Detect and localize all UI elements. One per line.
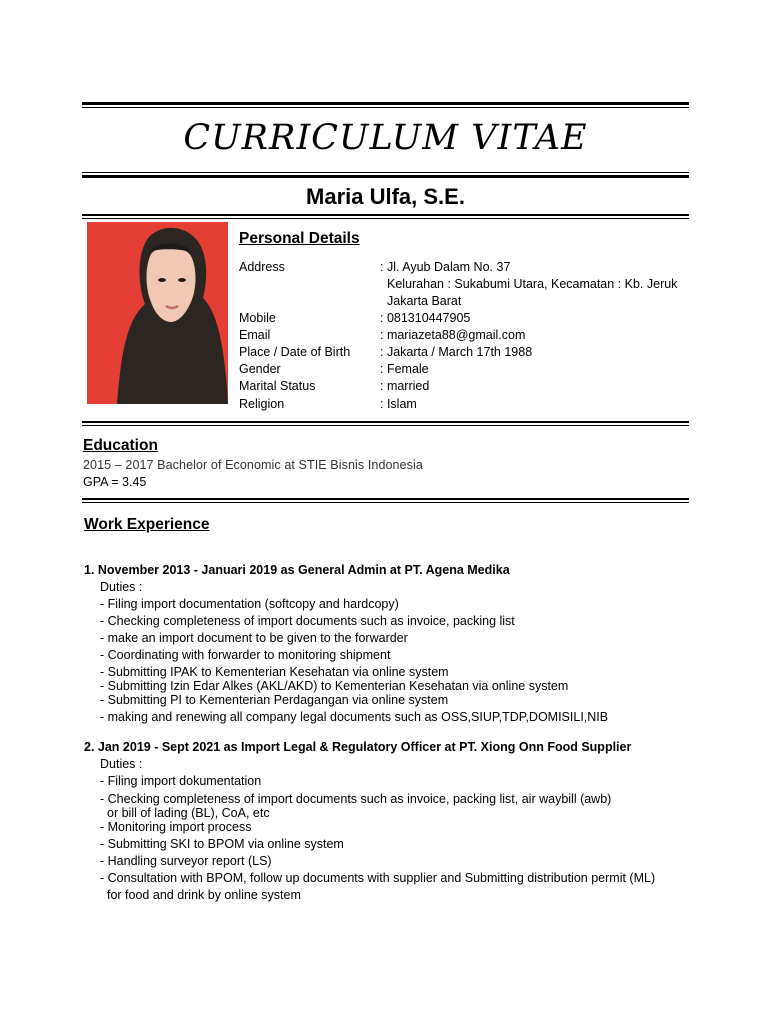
personal-details-heading: Personal Details [239,230,360,247]
education-gpa: GPA = 3.45 [83,475,147,489]
address-line2: Kelurahan : Sukabumi Utara, Kecamatan : Kb. Jeruk [387,277,678,291]
document-title: CURRICULUM VITAE [183,118,588,158]
birth-value: : Jakarta / March 17th 1988 [380,345,533,359]
gender-label: Gender [239,362,281,376]
job-2-title: 2. Jan 2019 - Sept 2021 as Import Legal & Regulatory Officer at PT. Xiong Onn Food Supplier [84,740,632,754]
address-line3: Jakarta Barat [387,294,462,308]
job-1-duty: - Filing import documentation (softcopy and hardcopy) [100,597,399,611]
education-heading: Education [83,437,158,454]
job-2-duty: - Monitoring import process [100,820,252,834]
job-1-duty: - make an import document to be given to the forwarder [100,631,408,645]
job-2-duty: - Consultation with BPOM, follow up documents with supplier and Submitting distribution permit (ML) [100,871,656,885]
job-2-duty-continued: for food and drink by online system [107,888,301,902]
gender-value: : Female [380,362,429,376]
job-2-duties-label: Duties : [100,757,143,771]
religion-value: : Islam [380,397,417,411]
job-1-duty: - Checking completeness of import documents such as invoice, packing list [100,614,515,628]
work-experience-heading: Work Experience [84,516,210,533]
mobile-value: : 081310447905 [380,311,471,325]
job-1-duty: - Submitting PI to Kementerian Perdagangan via online system [100,693,449,707]
education-degree: 2015 – 2017 Bachelor of Economic at STIE Bisnis Indonesia [83,458,423,472]
marital-label: Marital Status [239,379,316,393]
job-2-duty: - Handling surveyor report (LS) [100,854,272,868]
job-1-duty: - making and renewing all company legal documents such as OSS,SIUP,TDP,DOMISILI,NIB [100,710,609,724]
job-2-duty: - Submitting SKI to BPOM via online system [100,837,344,851]
job-2-duties [100,756,680,904]
name-rule [82,214,689,219]
job-1-duties [100,579,680,726]
email-value: : mariazeta88@gmail.com [380,328,526,342]
job-1-duty: - Submitting Izin Edar Alkes (AKL/AKD) to Kementerian Kesehatan via online system [100,679,569,693]
job-2-duty: - Filing import dokumentation [100,774,262,788]
candidate-name: Maria Ulfa, S.E. [306,184,465,209]
email-label: Email [239,328,271,342]
education-rule [82,498,689,503]
job-1-title: 1. November 2013 - Januari 2019 as General Admin at PT. Agena Medika [84,563,510,577]
job-1-duty: - Coordinating with forwarder to monitoring shipment [100,648,391,662]
mobile-label: Mobile [239,311,276,325]
address-label: Address [239,260,285,274]
religion-label: Religion [239,397,285,411]
job-2-duty: - Checking completeness of import documents such as invoice, packing list, air waybill (awb) [100,792,612,806]
profile-photo [87,222,228,404]
job-2-duty-continued: or bill of lading (BL), CoA, etc [107,806,270,820]
title-rule [82,172,689,178]
top-rule [82,102,689,108]
marital-value: : married [380,379,430,393]
personal-details-rule [82,421,689,426]
job-1-duties-label: Duties : [100,580,143,594]
job-1-duty: - Submitting IPAK to Kementerian Kesehatan via online system [100,665,449,679]
birth-label: Place / Date of Birth [239,345,351,359]
address-line1: : Jl. Ayub Dalam No. 37 [380,260,511,274]
